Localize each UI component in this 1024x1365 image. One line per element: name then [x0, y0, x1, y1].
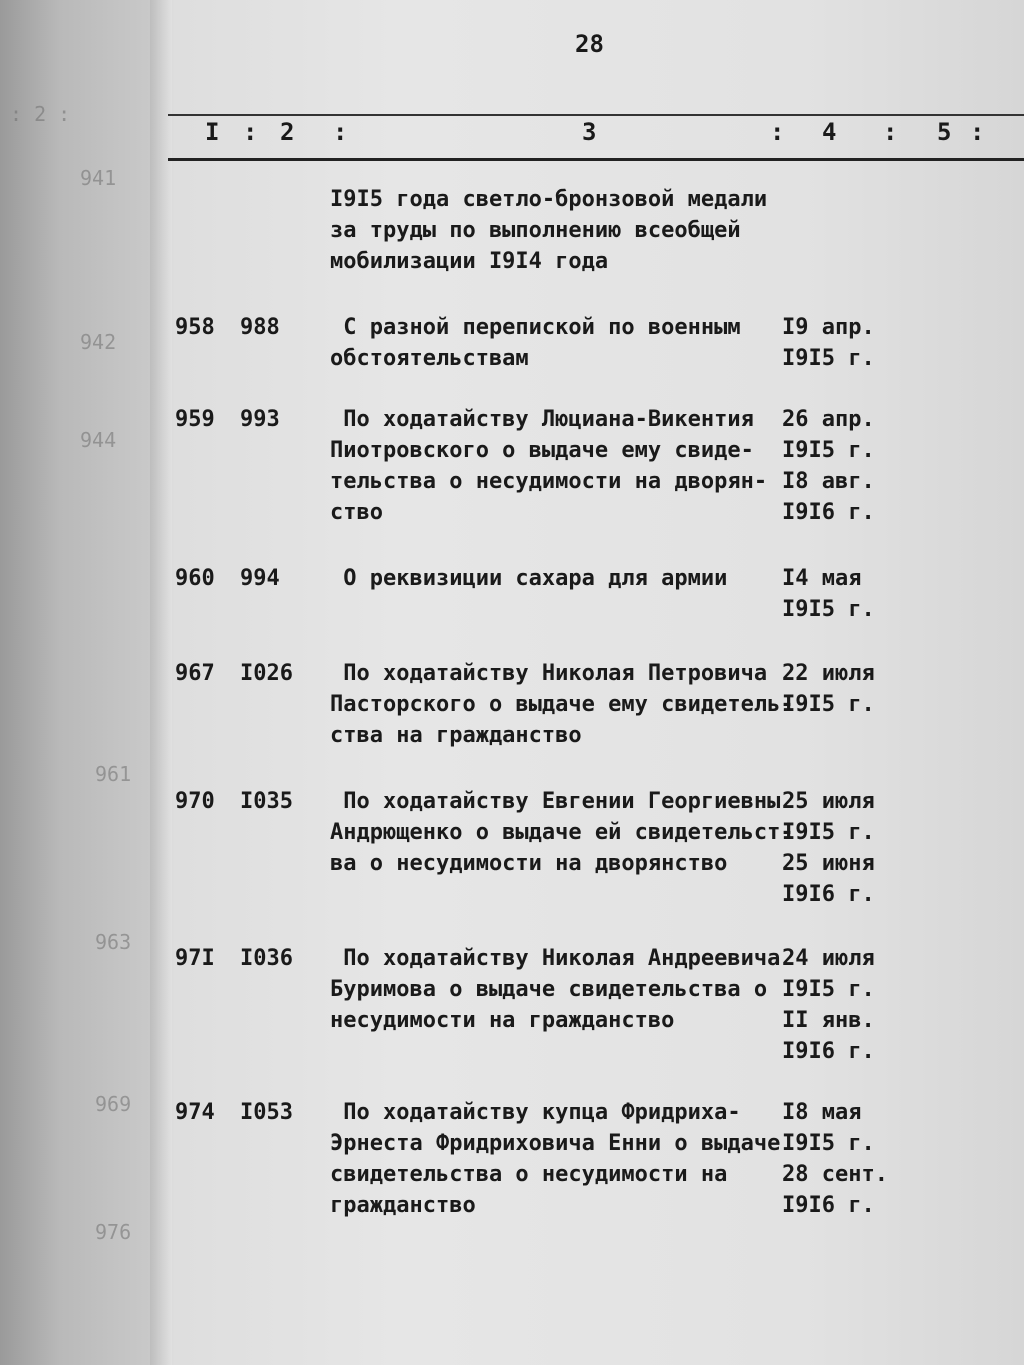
entry-dates: I4 мая I9I5 г.	[782, 566, 875, 622]
entry-dates: 24 июля I9I5 г. II янв. I9I6 г.	[782, 946, 875, 1064]
entry-old-number: I036	[240, 946, 293, 971]
column-separator: :	[243, 118, 258, 146]
entry-dates: I9 апр. I9I5 г.	[782, 315, 875, 371]
header-rule-top	[168, 114, 1024, 116]
entry-dates: 25 июля I9I5 г. 25 июня I9I6 г.	[782, 789, 875, 907]
entry-old-number: 988	[240, 315, 280, 340]
entry-description: О реквизиции сахара для армии	[330, 566, 728, 591]
entry-dates: 26 апр. I9I5 г. I8 авг. I9I6 г.	[782, 407, 875, 525]
column-header-4: 4	[822, 118, 837, 146]
header-rule-bottom	[168, 158, 1024, 161]
entry-description: По ходатайству Николая Петровича Пасторского о выдаче ему свидетель- ства на гражданство	[330, 661, 794, 748]
column-header-3: 3	[582, 118, 597, 146]
column-header-5: 5	[937, 118, 952, 146]
entry-description: По ходатайству Люциана-Викентия Пиотровского о выдаче ему свиде- тельства о несудимости на дворян- ство	[330, 407, 768, 525]
column-separator: :	[770, 118, 785, 146]
entry-old-number: I053	[240, 1100, 293, 1125]
entry-description: С разной перепиской по военным обстоятельствам	[330, 315, 741, 371]
entry-number: 97I	[175, 946, 215, 971]
entry-dates: 22 июля I9I5 г.	[782, 661, 875, 717]
entry-number: 959	[175, 407, 215, 432]
column-header-1: I	[205, 118, 220, 146]
entry-old-number: 993	[240, 407, 280, 432]
entry-number: 970	[175, 789, 215, 814]
entry-description: По ходатайству Евгении Георгиевны Андрющенко о выдаче ей свидетельст- ва о несудимости на дворянство	[330, 789, 794, 876]
column-separator: :	[970, 118, 985, 146]
column-separator: :	[333, 118, 348, 146]
previous-page-bleed: : 2 : 941 942 944 961 963 969 976	[10, 102, 132, 1244]
entry-number: 958	[175, 315, 215, 340]
column-header-2: 2	[280, 118, 295, 146]
page-number: 28	[575, 30, 604, 58]
entry-old-number: I035	[240, 789, 293, 814]
column-separator: :	[883, 118, 898, 146]
entry-number: 974	[175, 1100, 215, 1125]
entry-description: По ходатайству Николая Андреевича Буримова о выдаче свидетельства о несудимости на гражданство	[330, 946, 781, 1033]
page-fold-shadow	[150, 0, 172, 1365]
entry-old-number: 994	[240, 566, 280, 591]
entry-number: 967	[175, 661, 215, 686]
entry-old-number: I026	[240, 661, 293, 686]
entry-description: I9I5 года светло-бронзовой медали за труды по выполнению всеобщей мобилизации I9I4 года	[330, 187, 768, 274]
entry-number: 960	[175, 566, 215, 591]
entry-dates: I8 мая I9I5 г. 28 сент. I9I6 г.	[782, 1100, 888, 1218]
entry-description: По ходатайству купца Фридриха- Эрнеста Фридриховича Енни о выдаче свидетельства о несудимости на гражданство	[330, 1100, 781, 1218]
